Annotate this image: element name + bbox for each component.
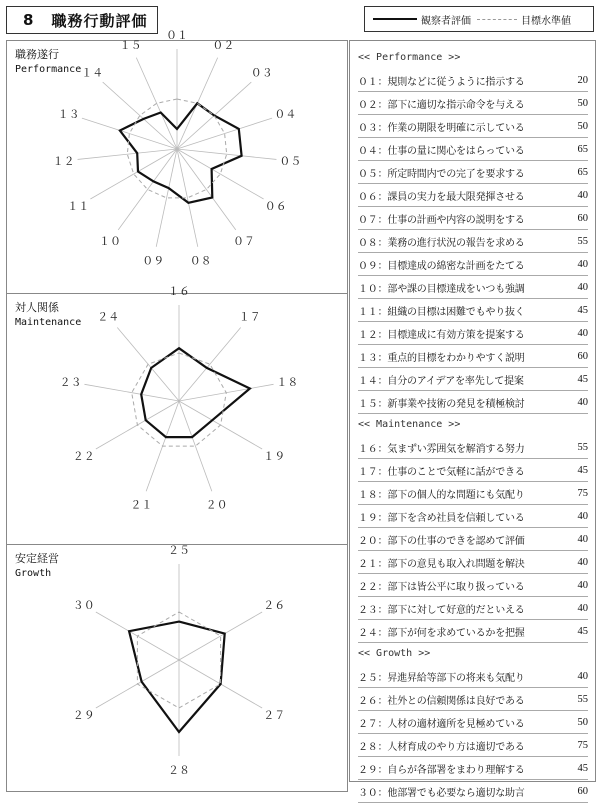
radar-axis-label: ０３	[250, 66, 273, 80]
list-section-header: << Performance >>	[358, 52, 461, 63]
list-item	[358, 620, 588, 643]
list-item-value: 45	[577, 762, 588, 774]
radar-axis-label: １４	[81, 66, 104, 80]
radar-chart-performance	[7, 29, 347, 293]
list-item-text: １５：新事業や技術の発見を積極検討	[358, 398, 525, 410]
list-item	[358, 69, 588, 92]
radar-axis-line	[179, 327, 241, 401]
list-item	[358, 551, 588, 574]
list-item-text: ２７：人材の適材適所を見極めている	[358, 718, 525, 730]
legend-observed-label: 観察者評価	[421, 15, 471, 27]
list-item-value: 40	[577, 510, 588, 522]
list-item-value: 45	[577, 464, 588, 476]
list-item	[358, 528, 588, 551]
radar-axis-label: ２３	[59, 375, 82, 389]
section-number: 8	[23, 11, 34, 29]
list-item	[358, 574, 588, 597]
list-item	[358, 780, 588, 803]
list-item-value: 45	[577, 625, 588, 637]
list-item	[358, 757, 588, 780]
radar-axis-label: １５	[119, 38, 142, 52]
list-item-value: 60	[577, 212, 588, 224]
list-item-text: １７：仕事のことで気軽に話ができる	[358, 466, 525, 478]
page-title: 職務行動評価	[51, 11, 148, 30]
panel-performance	[6, 29, 348, 294]
list-item-value: 40	[577, 327, 588, 339]
list-item-text: １６：気まずい雰囲気を解消する努力	[358, 443, 525, 455]
list-section-header: << Maintenance >>	[358, 419, 461, 430]
radar-axis-line	[84, 384, 179, 401]
list-item-value: 55	[577, 441, 588, 453]
list-item-text: １８：部下の個人的な問題にも気配り	[358, 489, 525, 501]
list-item-value: 45	[577, 304, 588, 316]
list-item	[358, 138, 588, 161]
list-item-text: １１：組織の目標は困難でもやり抜く	[358, 306, 525, 318]
list-item-value: 40	[577, 533, 588, 545]
list-item-text: ０２：部下に適切な指示命令を与える	[358, 99, 525, 111]
list-item-value: 40	[577, 579, 588, 591]
list-item-value: 75	[577, 487, 588, 499]
radar-axis-label: ０２	[212, 38, 235, 52]
radar-axis-label: ２９	[72, 709, 95, 722]
list-item-text: ２４：部下が何を求めているかを把握	[358, 627, 525, 639]
radar-axis-label: ２２	[72, 450, 95, 463]
radar-axis-label: １１	[67, 200, 90, 213]
radar-observed-series	[141, 348, 250, 437]
list-item	[358, 505, 588, 528]
list-item	[358, 161, 588, 184]
page-title-box	[6, 6, 158, 34]
list-item-text: １２：目標達成に有効方策を提案する	[358, 329, 525, 341]
list-item	[358, 207, 588, 230]
radar-axis-line	[177, 118, 272, 149]
list-item	[358, 482, 588, 505]
list-item-text: ０１：規則などに従うように指示する	[358, 76, 525, 88]
list-item-value: 65	[577, 143, 588, 155]
list-item-value: 40	[577, 189, 588, 201]
list-item-value: 40	[577, 602, 588, 614]
radar-axis-label: １８	[276, 375, 299, 389]
radar-axis-label: ０７	[233, 235, 256, 249]
radar-axis-line	[136, 58, 177, 149]
list-item	[358, 322, 588, 345]
list-item-value: 20	[577, 74, 588, 86]
list-item-text: ２６：社外との信頼関係は良好である	[358, 695, 525, 707]
list-item	[358, 184, 588, 207]
list-item-text: ２０：部下の仕事のできを認めて評価	[358, 535, 525, 547]
list-item	[358, 115, 588, 138]
radar-axis-label: １２	[52, 154, 75, 168]
radar-axis-label: ２０	[205, 498, 228, 512]
list-item-value: 45	[577, 373, 588, 385]
radar-axis-line	[103, 82, 177, 149]
list-item-text: ２３：部下に対して好意的だといえる	[358, 604, 525, 616]
panel-maintenance	[6, 285, 348, 545]
list-item-text: ０８：業務の進行状況の報告を求める	[358, 237, 525, 249]
list-item	[358, 734, 588, 757]
list-item-text: ０９：目標達成の綿密な計画をたてる	[358, 260, 525, 272]
radar-chart-growth	[7, 545, 347, 791]
list-item-value: 40	[577, 258, 588, 270]
list-item	[358, 436, 588, 459]
panel-maintenance-title: 対人関係	[15, 301, 59, 314]
list-item-value: 60	[577, 785, 588, 797]
list-item	[358, 253, 588, 276]
list-item	[358, 711, 588, 734]
radar-axis-label: ２１	[130, 498, 153, 512]
item-list	[358, 47, 588, 803]
list-item	[358, 276, 588, 299]
radar-axis-label: １９	[263, 450, 286, 463]
list-item-text: ３０：他部署でも必要なら適切な助言	[358, 787, 525, 799]
radar-axis-label: ０６	[264, 200, 287, 213]
panel-performance-title: 職務遂行	[15, 48, 59, 61]
list-item-value: 65	[577, 166, 588, 178]
list-item-text: １０：部や課の目標達成をいつも強調	[358, 283, 525, 295]
legend-observed-swatch	[373, 18, 417, 20]
radar-axis-label: ２５	[168, 544, 190, 557]
list-item	[358, 688, 588, 711]
radar-axis-label: ０１	[166, 29, 188, 42]
list-item-text: ０６：課員の実力を最大限発揮させる	[358, 191, 525, 203]
list-item-value: 40	[577, 670, 588, 682]
list-item	[358, 230, 588, 253]
panel-growth-subtitle: Growth	[15, 568, 52, 579]
chart-legend	[364, 6, 594, 32]
radar-axis-label: ０９	[142, 254, 165, 268]
list-section-header: << Growth >>	[358, 648, 431, 659]
radar-axis-label: ３０	[72, 599, 95, 612]
list-item-text: ２１：部下の意見も取入れ問題を解決	[358, 558, 525, 570]
radar-axis-label: ０５	[279, 154, 302, 168]
radar-axis-label: １３	[57, 107, 80, 121]
list-item-text: ２５：昇進昇給等部下の将来も気配り	[358, 672, 525, 684]
radar-axis-label: ２７	[263, 709, 286, 722]
list-item	[358, 299, 588, 322]
radar-axis-label: １０	[98, 235, 121, 249]
list-item-value: 75	[577, 739, 588, 751]
radar-axis-label: ０４	[274, 107, 297, 121]
radar-axis-label: ２６	[263, 599, 286, 612]
list-item-value: 60	[577, 350, 588, 362]
legend-target-label: 目標水準値	[521, 15, 571, 27]
list-item-value: 40	[577, 556, 588, 568]
list-item-value: 55	[577, 693, 588, 705]
radar-chart-maintenance	[7, 285, 347, 544]
panel-performance-subtitle: Performance	[15, 64, 82, 75]
list-item-text: １４：自分のアイデアを率先して提案	[358, 375, 524, 387]
list-item	[358, 597, 588, 620]
list-item-text: ２９：自らが各部署をまわり理解する	[358, 764, 525, 776]
radar-axis-label: １６	[168, 285, 190, 298]
list-item-value: 50	[577, 97, 588, 109]
list-item	[358, 459, 588, 482]
list-item	[358, 345, 588, 368]
list-item-value: 50	[577, 120, 588, 132]
list-item-text: ０４：仕事の量に関心をはらっている	[358, 145, 525, 157]
radar-axis-label: ２４	[97, 310, 120, 324]
list-item-text: ２２：部下は皆公平に取り扱っている	[358, 581, 525, 593]
list-item-text: ０３：作業の期限を明確に示している	[358, 122, 525, 134]
list-item	[358, 368, 588, 391]
list-item-value: 40	[577, 396, 588, 408]
radar-axis-label: ０８	[189, 254, 212, 268]
list-item-text: １３：重点的目標をわかりやすく説明	[358, 352, 525, 364]
list-item-text: ２８：人材育成のやり方は適切である	[358, 741, 525, 753]
radar-observed-series	[129, 622, 225, 732]
list-item	[358, 391, 588, 414]
list-item-value: 40	[577, 281, 588, 293]
panel-growth	[6, 544, 348, 792]
panel-maintenance-subtitle: Maintenance	[15, 317, 82, 328]
list-item	[358, 92, 588, 115]
list-item-text: １９：部下を含め社員を信頼している	[358, 512, 525, 524]
legend-target-swatch	[477, 19, 517, 20]
list-item-value: 55	[577, 235, 588, 247]
panel-growth-title: 安定経営	[15, 552, 59, 565]
list-item	[358, 665, 588, 688]
radar-axis-label: ２８	[168, 764, 190, 777]
list-item-text: ０７：仕事の計画や内容の説明をする	[358, 214, 525, 226]
radar-axis-label: １７	[238, 310, 261, 324]
list-item-text: ０５：所定時間内での完了を要求する	[358, 168, 525, 180]
item-list-panel	[349, 40, 596, 799]
list-item-value: 50	[577, 716, 588, 728]
